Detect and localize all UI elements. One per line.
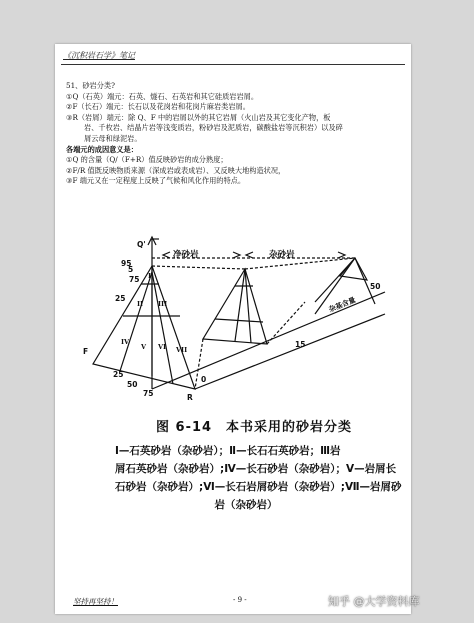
meaning-2: ②F/R 值既反映物质来源（深成岩或表成岩）、又反映大地构造状况，	[66, 165, 286, 175]
field-V: V	[141, 343, 147, 351]
pure-arrow-left	[163, 252, 170, 258]
tick-75-bottom: 75	[143, 389, 154, 398]
tick-0: 0	[201, 375, 207, 384]
guide-2	[245, 258, 355, 269]
guide-1	[152, 266, 245, 269]
tick-5: 5	[128, 265, 134, 274]
endmember-q: ①Q（石英）端元：石英、燧石、石英岩和其它硅质岩岩屑。	[66, 91, 259, 101]
tick-25-bottom: 25	[113, 370, 124, 379]
meaning-3: ③F 端元又在一定程度上反映了气候和风化作用的特点。	[66, 176, 246, 186]
middle-split-1	[235, 269, 245, 341]
right-leg	[355, 258, 375, 304]
tick-75: 75	[129, 275, 140, 284]
sandstone-classification-diagram	[55, 44, 411, 404]
endmember-r-line3: 屑云母和绿泥岩。	[84, 133, 142, 143]
r-endmember-label: R	[187, 393, 193, 402]
legend-line-1: Ⅰ—石英砂岩（杂砂岩）；Ⅱ—长石石英砂岩；Ⅲ岩	[115, 445, 341, 457]
legend-line-3: 石砂岩（杂砂岩）;Ⅵ—长石岩屑砂岩（杂砂岩）;Ⅶ—岩屑砂	[115, 481, 402, 493]
front-split-1	[120, 272, 152, 371]
front-edge	[195, 314, 385, 389]
floor-axis	[152, 292, 385, 389]
question-title: 51、砂岩分类?	[66, 81, 115, 90]
figure-caption: 图 6-14 本书采用的砂岩分类	[156, 420, 353, 435]
matrix-content-label: 杂基含量	[327, 295, 357, 314]
field-VII: VII	[176, 346, 188, 354]
mixed-arrow-right	[338, 252, 345, 258]
pure-arrow-right	[233, 252, 240, 258]
tick-95: 95	[121, 259, 132, 268]
footer-motto: 坚持再坚持！	[73, 597, 118, 606]
field-I: I	[148, 272, 152, 280]
legend-line-2: 屑石英砂岩（杂砂岩）;Ⅳ—长石砂岩（杂砂岩）；Ⅴ—岩屑长	[115, 463, 397, 475]
pure-sandstone-label: 净砂岩	[173, 250, 199, 260]
document-page	[55, 44, 411, 614]
q-axis-label: Q'	[137, 240, 146, 249]
field-II: II	[137, 300, 144, 308]
field-IV: IV	[121, 338, 130, 346]
figure-legend	[115, 442, 402, 514]
endmember-r-line1: ③R（岩屑）端元：除 Q、F 中的岩屑以外的其它岩屑（火山岩及其它变化产物，板	[66, 112, 331, 122]
meaning-1: ①Q 的含量（Q/（F+R）值反映砂岩的成分熟度；	[66, 155, 228, 165]
mixed-arrow-left	[246, 252, 253, 258]
middle-triangle	[203, 269, 267, 344]
field-VI: VI	[158, 343, 167, 351]
tick-50-right: 50	[370, 282, 381, 291]
tick-15: 15	[295, 340, 306, 349]
zhihu-watermark: 知乎 @大学资料库	[328, 595, 420, 608]
endmember-r-line2: 岩、千枚岩、结晶片岩等浅变质岩，粉砂岩及泥质岩，碳酸盐岩等沉积岩）以及碎	[84, 123, 343, 133]
legend-line-4: 岩（杂砂岩）	[214, 499, 278, 511]
field-III: III	[158, 300, 168, 308]
f-endmember-label: F	[83, 347, 89, 356]
guide-3	[267, 302, 305, 344]
page-header-title: 《沉积岩石学》笔记	[63, 51, 135, 60]
front-split-2	[152, 272, 173, 384]
tick-25: 25	[115, 294, 126, 303]
tick-50-bottom: 50	[127, 380, 138, 389]
page-number: - 9 -	[233, 596, 247, 604]
meaning-title: 各端元的成因意义是：	[66, 144, 138, 154]
middle-cross	[215, 319, 263, 322]
mixed-sandstone-label: 杂砂岩	[269, 250, 295, 260]
endmember-f: ②F（长石）端元：长石以及花岗岩和花岗片麻岩类岩屑。	[66, 102, 250, 112]
